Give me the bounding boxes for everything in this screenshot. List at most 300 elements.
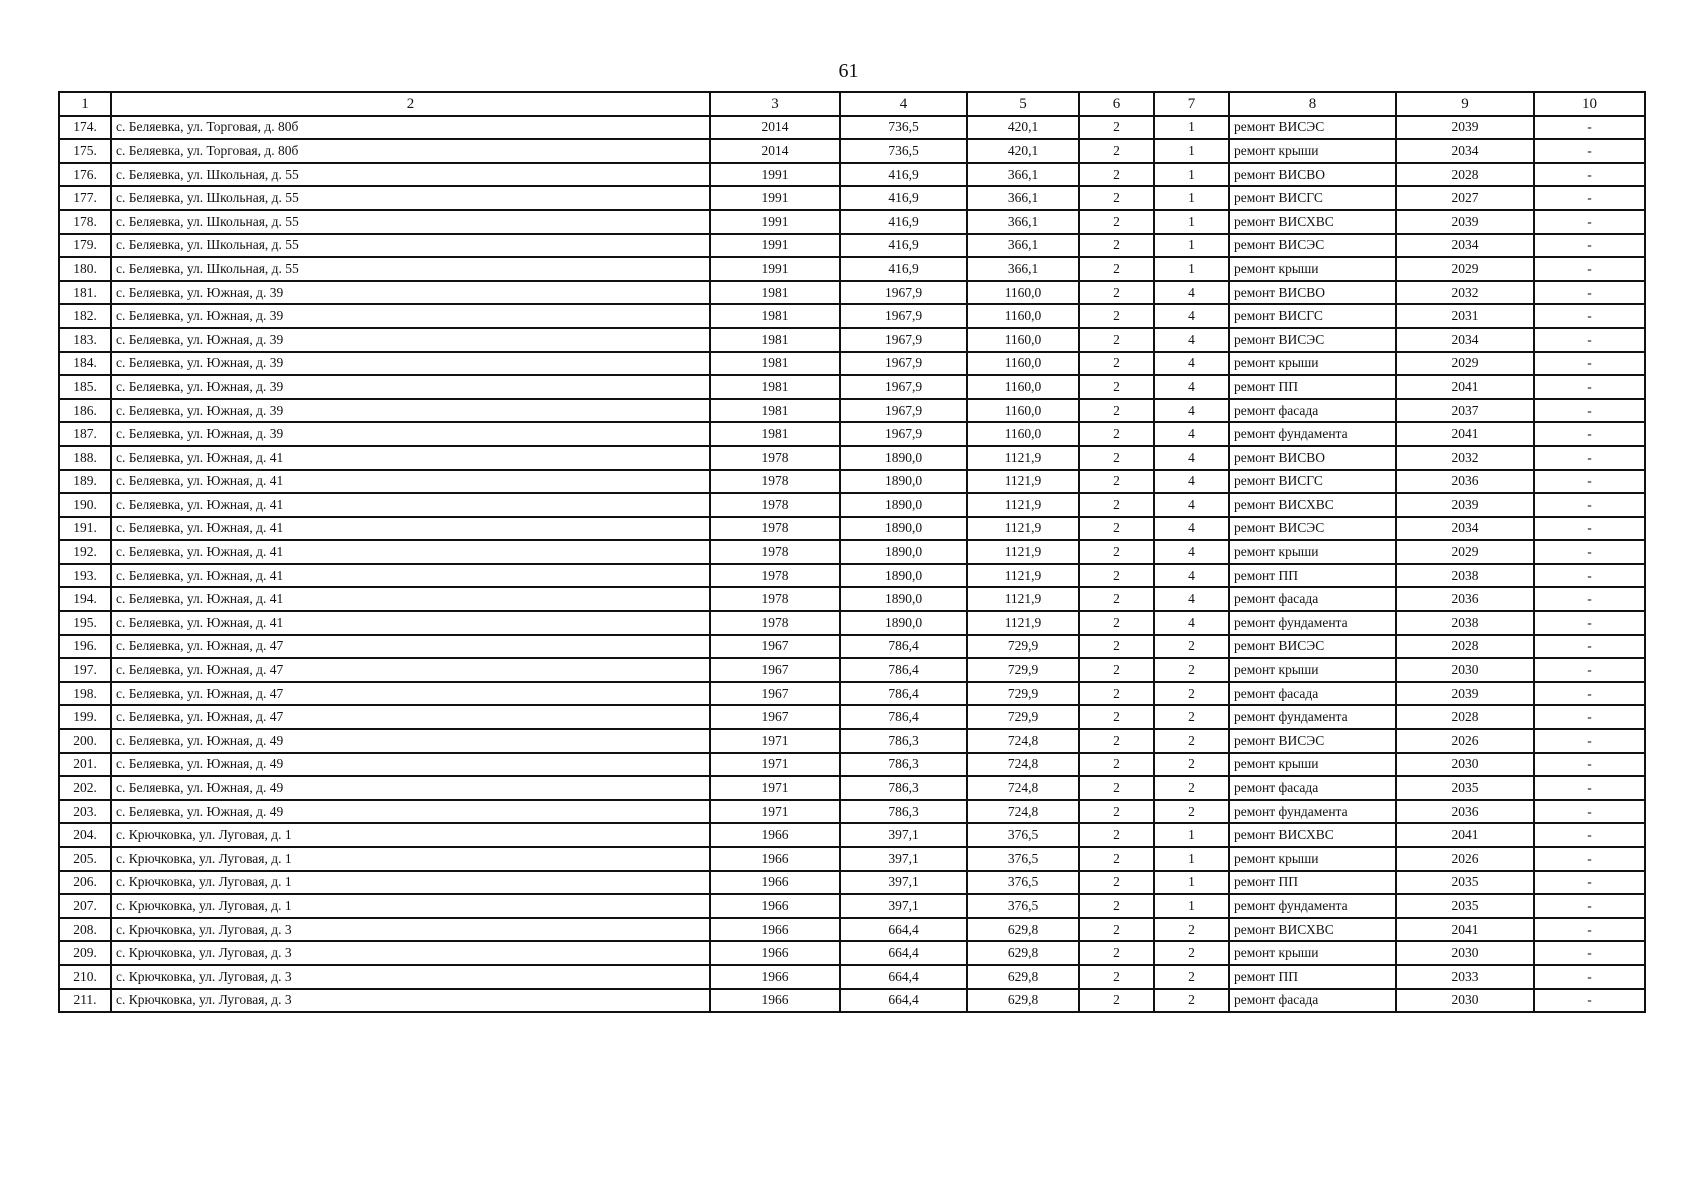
total-area-cell: 786,4	[840, 658, 967, 682]
col7-cell: 2	[1154, 965, 1229, 989]
col7-cell: 4	[1154, 470, 1229, 494]
planned-year-cell: 2030	[1396, 658, 1534, 682]
work-type-cell: ремонт ВИСВО	[1229, 163, 1396, 187]
col6-cell: 2	[1079, 611, 1154, 635]
column-header: 1	[59, 92, 111, 116]
work-type-cell: ремонт крыши	[1229, 139, 1396, 163]
table-row	[59, 234, 1645, 258]
table-row	[59, 918, 1645, 942]
address-cell: с. Крючковка, ул. Луговая, д. 3	[111, 941, 710, 965]
address-cell: с. Беляевка, ул. Южная, д. 39	[111, 304, 710, 328]
work-type-cell: ремонт фасада	[1229, 399, 1396, 423]
total-area-cell: 416,9	[840, 234, 967, 258]
col7-cell: 4	[1154, 422, 1229, 446]
planned-year-cell: 2034	[1396, 234, 1534, 258]
col6-cell: 2	[1079, 941, 1154, 965]
table-row	[59, 729, 1645, 753]
total-area-cell: 664,4	[840, 918, 967, 942]
year-cell: 2014	[710, 116, 840, 140]
col10-cell: -	[1534, 186, 1645, 210]
work-type-cell: ремонт ВИСЭС	[1229, 517, 1396, 541]
col7-cell: 4	[1154, 446, 1229, 470]
row-number-cell: 208.	[59, 918, 111, 942]
living-area-cell: 1121,9	[967, 517, 1079, 541]
table-row	[59, 352, 1645, 376]
repair-schedule-table	[58, 91, 1646, 1013]
row-number-cell: 178.	[59, 210, 111, 234]
table-row	[59, 894, 1645, 918]
col7-cell: 1	[1154, 871, 1229, 895]
planned-year-cell: 2028	[1396, 635, 1534, 659]
total-area-cell: 1890,0	[840, 446, 967, 470]
table-row	[59, 658, 1645, 682]
total-area-cell: 1967,9	[840, 375, 967, 399]
living-area-cell: 1160,0	[967, 328, 1079, 352]
header-row	[59, 92, 1645, 116]
year-cell: 1971	[710, 753, 840, 777]
col6-cell: 2	[1079, 234, 1154, 258]
col7-cell: 2	[1154, 729, 1229, 753]
col6-cell: 2	[1079, 682, 1154, 706]
col10-cell: -	[1534, 540, 1645, 564]
total-area-cell: 786,3	[840, 729, 967, 753]
table-row	[59, 446, 1645, 470]
address-cell: с. Беляевка, ул. Южная, д. 41	[111, 470, 710, 494]
living-area-cell: 1121,9	[967, 470, 1079, 494]
address-cell: с. Беляевка, ул. Южная, д. 49	[111, 800, 710, 824]
living-area-cell: 629,8	[967, 965, 1079, 989]
row-number-cell: 195.	[59, 611, 111, 635]
col7-cell: 4	[1154, 281, 1229, 305]
address-cell: с. Беляевка, ул. Южная, д. 47	[111, 635, 710, 659]
planned-year-cell: 2030	[1396, 941, 1534, 965]
year-cell: 1966	[710, 847, 840, 871]
col6-cell: 2	[1079, 210, 1154, 234]
year-cell: 1967	[710, 705, 840, 729]
address-cell: с. Беляевка, ул. Школьная, д. 55	[111, 210, 710, 234]
planned-year-cell: 2029	[1396, 257, 1534, 281]
planned-year-cell: 2041	[1396, 823, 1534, 847]
col7-cell: 4	[1154, 399, 1229, 423]
work-type-cell: ремонт ВИСВО	[1229, 281, 1396, 305]
living-area-cell: 1121,9	[967, 540, 1079, 564]
table-row	[59, 587, 1645, 611]
address-cell: с. Беляевка, ул. Торговая, д. 80б	[111, 116, 710, 140]
living-area-cell: 1121,9	[967, 493, 1079, 517]
living-area-cell: 1160,0	[967, 422, 1079, 446]
col10-cell: -	[1534, 375, 1645, 399]
address-cell: с. Беляевка, ул. Южная, д. 39	[111, 281, 710, 305]
col6-cell: 2	[1079, 587, 1154, 611]
address-cell: с. Беляевка, ул. Школьная, д. 55	[111, 257, 710, 281]
col7-cell: 1	[1154, 139, 1229, 163]
table-row	[59, 800, 1645, 824]
col10-cell: -	[1534, 705, 1645, 729]
total-area-cell: 736,5	[840, 139, 967, 163]
col10-cell: -	[1534, 304, 1645, 328]
address-cell: с. Крючковка, ул. Луговая, д. 1	[111, 894, 710, 918]
row-number-cell: 176.	[59, 163, 111, 187]
year-cell: 1981	[710, 375, 840, 399]
table-row	[59, 257, 1645, 281]
planned-year-cell: 2041	[1396, 375, 1534, 399]
col10-cell: -	[1534, 399, 1645, 423]
work-type-cell: ремонт ПП	[1229, 871, 1396, 895]
col10-cell: -	[1534, 941, 1645, 965]
year-cell: 1966	[710, 823, 840, 847]
col10-cell: -	[1534, 847, 1645, 871]
col7-cell: 2	[1154, 658, 1229, 682]
col10-cell: -	[1534, 965, 1645, 989]
table-row	[59, 375, 1645, 399]
total-area-cell: 1967,9	[840, 281, 967, 305]
table-row	[59, 281, 1645, 305]
work-type-cell: ремонт ПП	[1229, 965, 1396, 989]
row-number-cell: 183.	[59, 328, 111, 352]
planned-year-cell: 2034	[1396, 517, 1534, 541]
col7-cell: 2	[1154, 753, 1229, 777]
address-cell: с. Беляевка, ул. Южная, д. 39	[111, 328, 710, 352]
total-area-cell: 397,1	[840, 871, 967, 895]
total-area-cell: 786,3	[840, 800, 967, 824]
planned-year-cell: 2030	[1396, 753, 1534, 777]
table-body	[59, 116, 1645, 1013]
work-type-cell: ремонт крыши	[1229, 658, 1396, 682]
row-number-cell: 184.	[59, 352, 111, 376]
living-area-cell: 366,1	[967, 257, 1079, 281]
planned-year-cell: 2037	[1396, 399, 1534, 423]
living-area-cell: 1121,9	[967, 446, 1079, 470]
row-number-cell: 179.	[59, 234, 111, 258]
planned-year-cell: 2030	[1396, 989, 1534, 1013]
year-cell: 1978	[710, 493, 840, 517]
living-area-cell: 376,5	[967, 871, 1079, 895]
total-area-cell: 1890,0	[840, 470, 967, 494]
col6-cell: 2	[1079, 776, 1154, 800]
total-area-cell: 1890,0	[840, 493, 967, 517]
address-cell: с. Беляевка, ул. Южная, д. 41	[111, 587, 710, 611]
work-type-cell: ремонт ВИСЭС	[1229, 635, 1396, 659]
col10-cell: -	[1534, 210, 1645, 234]
table-row	[59, 989, 1645, 1013]
total-area-cell: 1967,9	[840, 422, 967, 446]
col10-cell: -	[1534, 493, 1645, 517]
col10-cell: -	[1534, 894, 1645, 918]
work-type-cell: ремонт крыши	[1229, 753, 1396, 777]
col10-cell: -	[1534, 116, 1645, 140]
row-number-cell: 182.	[59, 304, 111, 328]
row-number-cell: 203.	[59, 800, 111, 824]
work-type-cell: ремонт крыши	[1229, 257, 1396, 281]
col7-cell: 1	[1154, 234, 1229, 258]
row-number-cell: 209.	[59, 941, 111, 965]
work-type-cell: ремонт фасада	[1229, 587, 1396, 611]
living-area-cell: 366,1	[967, 186, 1079, 210]
year-cell: 1978	[710, 470, 840, 494]
total-area-cell: 1890,0	[840, 611, 967, 635]
col10-cell: -	[1534, 470, 1645, 494]
year-cell: 1991	[710, 163, 840, 187]
total-area-cell: 786,3	[840, 753, 967, 777]
row-number-cell: 194.	[59, 587, 111, 611]
work-type-cell: ремонт ВИСЭС	[1229, 328, 1396, 352]
col7-cell: 4	[1154, 517, 1229, 541]
living-area-cell: 420,1	[967, 139, 1079, 163]
table-row	[59, 163, 1645, 187]
work-type-cell: ремонт фундамента	[1229, 894, 1396, 918]
work-type-cell: ремонт ВИСХВС	[1229, 493, 1396, 517]
work-type-cell: ремонт ВИСГС	[1229, 470, 1396, 494]
address-cell: с. Беляевка, ул. Южная, д. 47	[111, 658, 710, 682]
column-header: 2	[111, 92, 710, 116]
col10-cell: -	[1534, 517, 1645, 541]
total-area-cell: 1890,0	[840, 517, 967, 541]
address-cell: с. Беляевка, ул. Школьная, д. 55	[111, 234, 710, 258]
col6-cell: 2	[1079, 352, 1154, 376]
living-area-cell: 629,8	[967, 941, 1079, 965]
total-area-cell: 1890,0	[840, 587, 967, 611]
col10-cell: -	[1534, 328, 1645, 352]
col10-cell: -	[1534, 422, 1645, 446]
planned-year-cell: 2036	[1396, 800, 1534, 824]
table-row	[59, 611, 1645, 635]
row-number-cell: 196.	[59, 635, 111, 659]
planned-year-cell: 2036	[1396, 470, 1534, 494]
col6-cell: 2	[1079, 493, 1154, 517]
page-number: 61	[838, 60, 859, 82]
total-area-cell: 786,4	[840, 682, 967, 706]
living-area-cell: 1121,9	[967, 564, 1079, 588]
table-row	[59, 186, 1645, 210]
address-cell: с. Беляевка, ул. Школьная, д. 55	[111, 163, 710, 187]
year-cell: 1991	[710, 234, 840, 258]
col7-cell: 2	[1154, 776, 1229, 800]
table-row	[59, 210, 1645, 234]
work-type-cell: ремонт крыши	[1229, 352, 1396, 376]
col7-cell: 4	[1154, 352, 1229, 376]
total-area-cell: 397,1	[840, 894, 967, 918]
col6-cell: 2	[1079, 257, 1154, 281]
row-number-cell: 186.	[59, 399, 111, 423]
work-type-cell: ремонт ВИСГС	[1229, 186, 1396, 210]
planned-year-cell: 2032	[1396, 446, 1534, 470]
col10-cell: -	[1534, 989, 1645, 1013]
row-number-cell: 181.	[59, 281, 111, 305]
col10-cell: -	[1534, 234, 1645, 258]
total-area-cell: 416,9	[840, 163, 967, 187]
table-row	[59, 776, 1645, 800]
row-number-cell: 190.	[59, 493, 111, 517]
col7-cell: 2	[1154, 800, 1229, 824]
year-cell: 1978	[710, 587, 840, 611]
col6-cell: 2	[1079, 871, 1154, 895]
table-row	[59, 564, 1645, 588]
col10-cell: -	[1534, 139, 1645, 163]
total-area-cell: 664,4	[840, 989, 967, 1013]
living-area-cell: 1160,0	[967, 304, 1079, 328]
col10-cell: -	[1534, 823, 1645, 847]
planned-year-cell: 2036	[1396, 587, 1534, 611]
col7-cell: 1	[1154, 823, 1229, 847]
column-header: 3	[710, 92, 840, 116]
year-cell: 1981	[710, 352, 840, 376]
col7-cell: 1	[1154, 894, 1229, 918]
address-cell: с. Беляевка, ул. Южная, д. 49	[111, 776, 710, 800]
living-area-cell: 729,9	[967, 705, 1079, 729]
living-area-cell: 376,5	[967, 847, 1079, 871]
col7-cell: 2	[1154, 941, 1229, 965]
living-area-cell: 366,1	[967, 234, 1079, 258]
living-area-cell: 1160,0	[967, 375, 1079, 399]
table-row	[59, 517, 1645, 541]
total-area-cell: 416,9	[840, 257, 967, 281]
row-number-cell: 199.	[59, 705, 111, 729]
total-area-cell: 664,4	[840, 941, 967, 965]
col6-cell: 2	[1079, 800, 1154, 824]
living-area-cell: 729,9	[967, 658, 1079, 682]
table-row	[59, 941, 1645, 965]
work-type-cell: ремонт ВИСЭС	[1229, 234, 1396, 258]
col10-cell: -	[1534, 611, 1645, 635]
total-area-cell: 1890,0	[840, 564, 967, 588]
year-cell: 1966	[710, 871, 840, 895]
year-cell: 1981	[710, 422, 840, 446]
year-cell: 1981	[710, 304, 840, 328]
col10-cell: -	[1534, 776, 1645, 800]
year-cell: 1966	[710, 989, 840, 1013]
col6-cell: 2	[1079, 965, 1154, 989]
work-type-cell: ремонт ВИСЭС	[1229, 729, 1396, 753]
col6-cell: 2	[1079, 894, 1154, 918]
col7-cell: 4	[1154, 375, 1229, 399]
work-type-cell: ремонт фасада	[1229, 989, 1396, 1013]
col6-cell: 2	[1079, 375, 1154, 399]
year-cell: 1966	[710, 918, 840, 942]
col10-cell: -	[1534, 729, 1645, 753]
col6-cell: 2	[1079, 116, 1154, 140]
year-cell: 1971	[710, 729, 840, 753]
year-cell: 1991	[710, 186, 840, 210]
living-area-cell: 629,8	[967, 918, 1079, 942]
living-area-cell: 724,8	[967, 753, 1079, 777]
year-cell: 1967	[710, 658, 840, 682]
year-cell: 1971	[710, 800, 840, 824]
planned-year-cell: 2035	[1396, 894, 1534, 918]
year-cell: 1966	[710, 965, 840, 989]
living-area-cell: 724,8	[967, 729, 1079, 753]
col7-cell: 1	[1154, 847, 1229, 871]
living-area-cell: 729,9	[967, 682, 1079, 706]
total-area-cell: 736,5	[840, 116, 967, 140]
col6-cell: 2	[1079, 304, 1154, 328]
planned-year-cell: 2027	[1396, 186, 1534, 210]
planned-year-cell: 2035	[1396, 871, 1534, 895]
col7-cell: 2	[1154, 682, 1229, 706]
work-type-cell: ремонт фундамента	[1229, 800, 1396, 824]
col7-cell: 2	[1154, 705, 1229, 729]
year-cell: 1967	[710, 635, 840, 659]
col6-cell: 2	[1079, 422, 1154, 446]
col7-cell: 2	[1154, 918, 1229, 942]
year-cell: 1967	[710, 682, 840, 706]
living-area-cell: 724,8	[967, 800, 1079, 824]
col10-cell: -	[1534, 163, 1645, 187]
year-cell: 1981	[710, 399, 840, 423]
col6-cell: 2	[1079, 399, 1154, 423]
total-area-cell: 397,1	[840, 847, 967, 871]
col6-cell: 2	[1079, 847, 1154, 871]
table-row	[59, 847, 1645, 871]
row-number-cell: 211.	[59, 989, 111, 1013]
col10-cell: -	[1534, 682, 1645, 706]
work-type-cell: ремонт ВИСГС	[1229, 304, 1396, 328]
col10-cell: -	[1534, 257, 1645, 281]
address-cell: с. Беляевка, ул. Южная, д. 41	[111, 517, 710, 541]
work-type-cell: ремонт крыши	[1229, 540, 1396, 564]
year-cell: 2014	[710, 139, 840, 163]
row-number-cell: 204.	[59, 823, 111, 847]
table-row	[59, 965, 1645, 989]
table-row	[59, 304, 1645, 328]
year-cell: 1966	[710, 941, 840, 965]
col7-cell: 4	[1154, 304, 1229, 328]
planned-year-cell: 2032	[1396, 281, 1534, 305]
table-row	[59, 871, 1645, 895]
column-header: 8	[1229, 92, 1396, 116]
planned-year-cell: 2039	[1396, 116, 1534, 140]
planned-year-cell: 2035	[1396, 776, 1534, 800]
planned-year-cell: 2041	[1396, 422, 1534, 446]
planned-year-cell: 2026	[1396, 847, 1534, 871]
table-row	[59, 116, 1645, 140]
col7-cell: 2	[1154, 635, 1229, 659]
total-area-cell: 1967,9	[840, 399, 967, 423]
col7-cell: 2	[1154, 989, 1229, 1013]
col7-cell: 4	[1154, 493, 1229, 517]
row-number-cell: 202.	[59, 776, 111, 800]
address-cell: с. Крючковка, ул. Луговая, д. 3	[111, 965, 710, 989]
row-number-cell: 175.	[59, 139, 111, 163]
address-cell: с. Беляевка, ул. Южная, д. 41	[111, 540, 710, 564]
work-type-cell: ремонт фундамента	[1229, 422, 1396, 446]
work-type-cell: ремонт крыши	[1229, 847, 1396, 871]
col6-cell: 2	[1079, 635, 1154, 659]
row-number-cell: 174.	[59, 116, 111, 140]
row-number-cell: 207.	[59, 894, 111, 918]
col10-cell: -	[1534, 281, 1645, 305]
work-type-cell: ремонт фундамента	[1229, 611, 1396, 635]
address-cell: с. Крючковка, ул. Луговая, д. 1	[111, 847, 710, 871]
year-cell: 1971	[710, 776, 840, 800]
row-number-cell: 177.	[59, 186, 111, 210]
total-area-cell: 786,4	[840, 635, 967, 659]
col7-cell: 4	[1154, 587, 1229, 611]
total-area-cell: 1890,0	[840, 540, 967, 564]
address-cell: с. Беляевка, ул. Школьная, д. 55	[111, 186, 710, 210]
address-cell: с. Беляевка, ул. Южная, д. 41	[111, 493, 710, 517]
col10-cell: -	[1534, 352, 1645, 376]
living-area-cell: 366,1	[967, 163, 1079, 187]
living-area-cell: 1160,0	[967, 399, 1079, 423]
col7-cell: 4	[1154, 328, 1229, 352]
address-cell: с. Крючковка, ул. Луговая, д. 1	[111, 871, 710, 895]
planned-year-cell: 2039	[1396, 493, 1534, 517]
col6-cell: 2	[1079, 517, 1154, 541]
table-row	[59, 823, 1645, 847]
col6-cell: 2	[1079, 328, 1154, 352]
planned-year-cell: 2029	[1396, 352, 1534, 376]
col7-cell: 4	[1154, 611, 1229, 635]
